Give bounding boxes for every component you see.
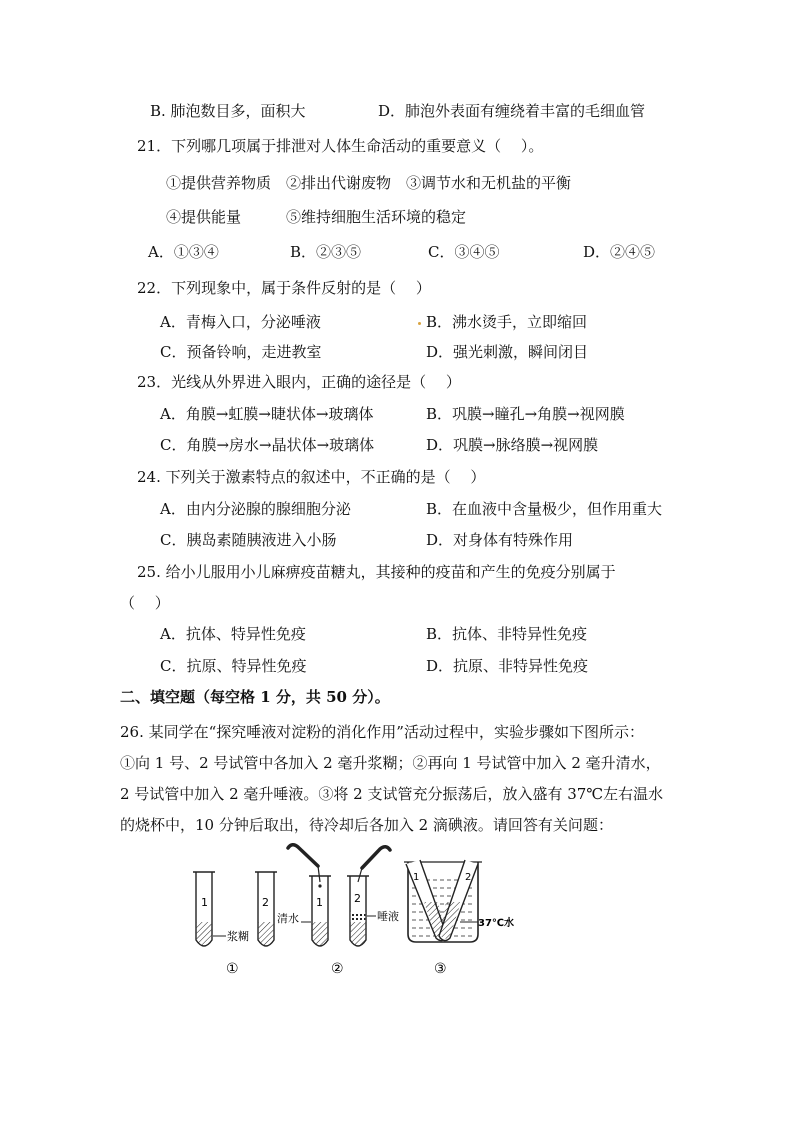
q24-option-a: A．由内分泌腺的腺细胞分泌 bbox=[160, 500, 351, 518]
section-heading-fill-in: 二、填空题（每空格 1 分，共 50 分）。 bbox=[120, 688, 390, 706]
q24-stem: 24. 下列关于激素特点的叙述中，不正确的是（ ） bbox=[137, 468, 486, 486]
step2-tube1-number: 1 bbox=[316, 896, 323, 909]
q21-option-b: B．②③⑤ bbox=[290, 243, 362, 261]
dropper-2 bbox=[358, 847, 390, 882]
step1-tube-1 bbox=[193, 872, 215, 946]
q25-option-a: A．抗体、特异性免疫 bbox=[160, 625, 306, 643]
q22-option-c: C．预备铃响，走进教室 bbox=[160, 343, 322, 361]
q26-line2: ①向 1 号、2 号试管中各加入 2 毫升浆糊；②再向 1 号试管中加入 2 毫升清水， bbox=[120, 754, 661, 772]
step2-tube2-number: 2 bbox=[354, 892, 361, 905]
q23-option-c: C．角膜→房水→晶状体→玻璃体 bbox=[160, 436, 375, 454]
bath-label: 37℃水 bbox=[478, 918, 515, 929]
q23-option-d: D．巩膜→脉络膜→视网膜 bbox=[426, 436, 599, 454]
q24-option-d: D．对身体有特殊作用 bbox=[426, 531, 574, 549]
step3-number: ③ bbox=[434, 961, 447, 977]
q24-option-c: C．胰岛素随胰液进入小肠 bbox=[160, 531, 337, 549]
q25-option-d: D．抗原、非特异性免疫 bbox=[426, 657, 589, 675]
q21-items-line1: ①提供营养物质 ②排出代谢废物 ③调节水和无机盐的平衡 bbox=[166, 174, 572, 192]
q25-stem-continuation: （ ） bbox=[120, 594, 170, 612]
q26-line3: 2 号试管中加入 2 毫升唾液。③将 2 支试管充分振荡后，放入盛有 37℃左右温水 bbox=[120, 785, 664, 803]
saliva-label: 唾液 bbox=[377, 910, 399, 923]
step2-tubes bbox=[277, 845, 399, 977]
q23-option-b: B．巩膜→瞳孔→角膜→视网膜 bbox=[426, 405, 625, 423]
q25-option-b: B．抗体、非特异性免疫 bbox=[426, 625, 588, 643]
q23-option-a: A．角膜→虹膜→睫状体→玻璃体 bbox=[160, 405, 374, 423]
step1-tube2-number: 2 bbox=[262, 896, 269, 909]
q26-line4: 的烧杯中，10 分钟后取出，待冷却后各加入 2 滴碘液。请回答有关问题： bbox=[120, 816, 613, 834]
q23-stem: 23．光线从外界进入眼内，正确的途径是（ ） bbox=[137, 373, 461, 391]
q25-option-c: C．抗原、特异性免疫 bbox=[160, 657, 307, 675]
q24-option-b: B．在血液中含量极少，但作用重大 bbox=[426, 500, 663, 518]
step2-tube-2 bbox=[347, 876, 369, 946]
q22-option-d: D．强光刺激，瞬间闭目 bbox=[426, 343, 589, 361]
stray-dot-mark bbox=[418, 322, 421, 325]
q20-option-d: D．肺泡外表面有缠绕着丰富的毛细血管 bbox=[378, 102, 646, 120]
q20-option-b: B. 肺泡数目多，面积大 bbox=[150, 102, 306, 120]
paste-label: 浆糊 bbox=[227, 930, 249, 943]
step3-tube-2 bbox=[439, 860, 478, 941]
dropper-1 bbox=[288, 845, 322, 888]
step1-number: ① bbox=[226, 961, 239, 977]
step3-tube1-number: 1 bbox=[413, 872, 420, 883]
water-label: 清水 bbox=[277, 912, 299, 925]
q21-items-line2: ④提供能量 ⑤维持细胞生活环境的稳定 bbox=[166, 208, 467, 226]
step3-water-bath bbox=[404, 860, 514, 977]
q22-option-b: B．沸水烫手，立即缩回 bbox=[426, 313, 588, 331]
step1-tubes bbox=[193, 872, 277, 977]
q21-option-d: D．②④⑤ bbox=[583, 243, 656, 261]
q21-option-a: A．①③④ bbox=[148, 243, 219, 261]
step1-tube-2 bbox=[255, 872, 277, 946]
q22-option-a: A．青梅入口，分泌唾液 bbox=[160, 313, 321, 331]
q26-line1: 26. 某同学在“探究唾液对淀粉的消化作用”活动过程中，实验步骤如下图所示： bbox=[120, 723, 644, 741]
step1-tube1-number: 1 bbox=[201, 896, 208, 909]
q21-stem: 21．下列哪几项属于排泄对人体生命活动的重要意义（ ）。 bbox=[137, 137, 544, 155]
q22-stem: 22．下列现象中，属于条件反射的是（ ） bbox=[137, 279, 431, 297]
q21-option-c: C．③④⑤ bbox=[428, 243, 500, 261]
step2-number: ② bbox=[331, 961, 344, 977]
q25-stem: 25. 给小儿服用小儿麻痹疫苗糖丸，其接种的疫苗和产生的免疫分别属于 bbox=[137, 563, 616, 581]
experiment-figure bbox=[180, 842, 520, 982]
step3-tube2-number: 2 bbox=[465, 872, 472, 883]
